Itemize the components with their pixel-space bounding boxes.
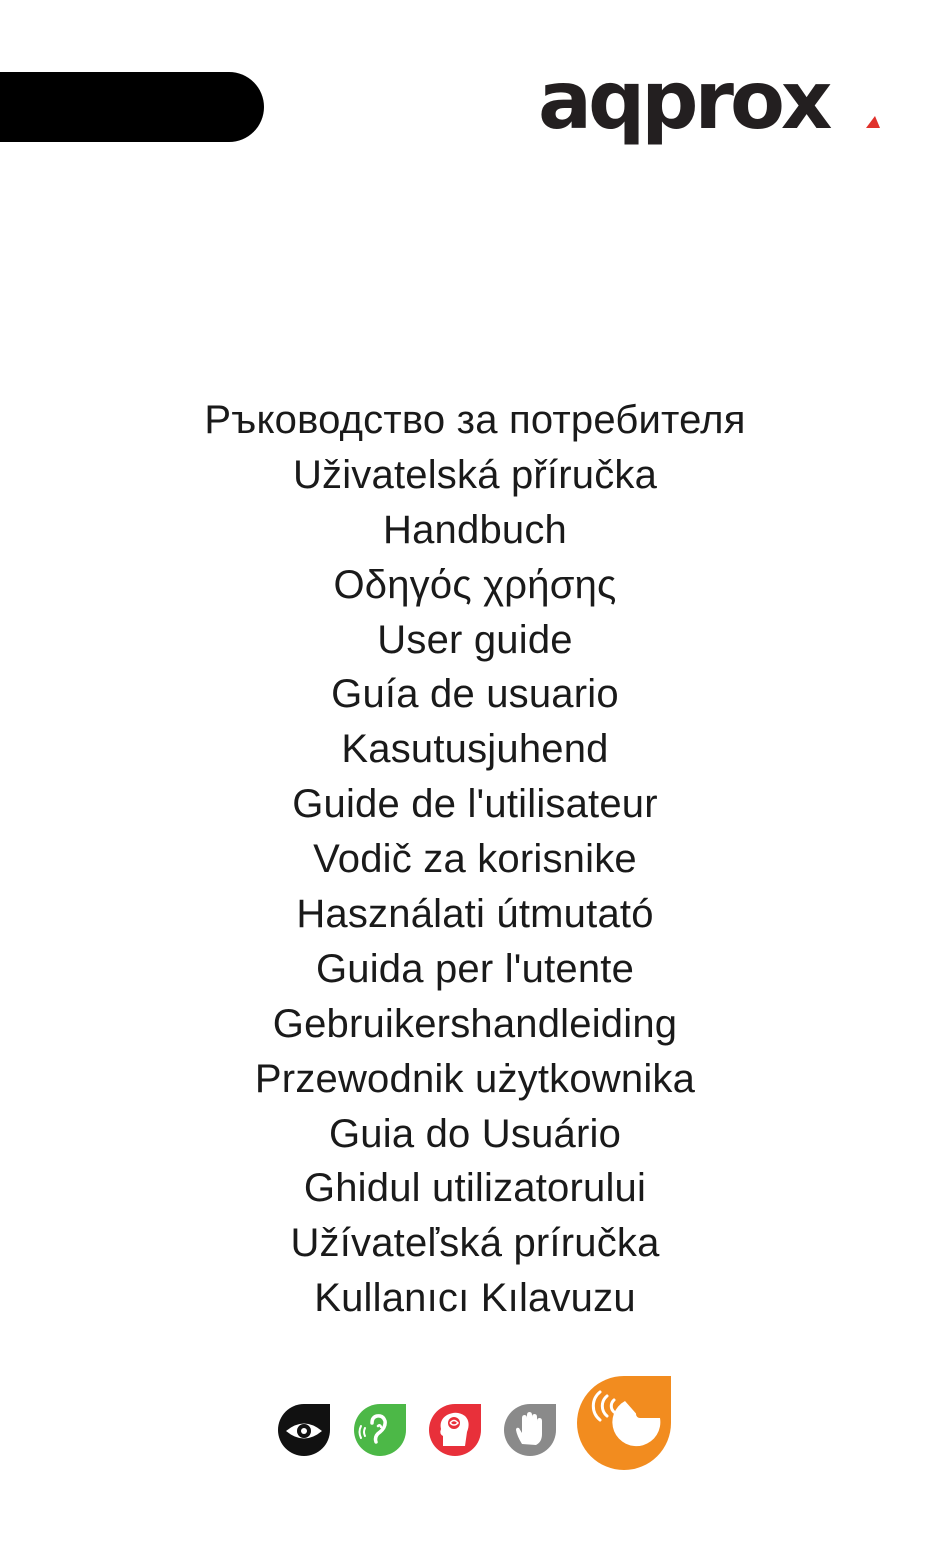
title-dutch: Gebruikershandleiding bbox=[272, 1001, 678, 1046]
title-czech: Uživatelská příručka bbox=[292, 452, 658, 497]
logo-accent-triangle bbox=[866, 116, 880, 128]
title-french: Guide de l'utilisateur bbox=[292, 782, 658, 827]
title-polish: Przewodnik użytkownika bbox=[254, 1056, 696, 1101]
title-italian: Guida per l'utente bbox=[315, 946, 635, 991]
aqprox-logo bbox=[538, 50, 883, 150]
title-croatian: Vodič za korisnike bbox=[313, 837, 637, 882]
title-slovak: Užívateľská príručka bbox=[290, 1221, 660, 1266]
title-hungarian: Használati útmutató bbox=[296, 892, 654, 937]
title-estonian: Kasutusjuhend bbox=[341, 727, 609, 772]
title-turkish: Kullanıcı Kılavuzu bbox=[314, 1276, 636, 1321]
title-spanish: Guía de usuario bbox=[331, 672, 619, 717]
user-guide-titles-list bbox=[0, 393, 950, 1326]
title-bulgarian: Ръководство за потребителя bbox=[204, 398, 746, 442]
sense-icons-row bbox=[276, 1374, 676, 1474]
title-greek: Οδηγός χρήσης bbox=[333, 562, 617, 607]
black-tab-decoration bbox=[0, 72, 264, 142]
eye-icon bbox=[276, 1402, 332, 1458]
title-english: User guide bbox=[377, 617, 573, 662]
title-romanian: Ghidul utilizatorului bbox=[303, 1166, 647, 1211]
title-german: Handbuch bbox=[383, 507, 567, 552]
logo-text: aqprox bbox=[538, 54, 829, 147]
hand-icon bbox=[502, 1402, 558, 1458]
head-rose-icon bbox=[427, 1402, 483, 1458]
speaking-face-icon bbox=[576, 1374, 673, 1471]
title-portuguese: Guia do Usuário bbox=[328, 1111, 622, 1156]
ear-icon bbox=[352, 1402, 408, 1458]
